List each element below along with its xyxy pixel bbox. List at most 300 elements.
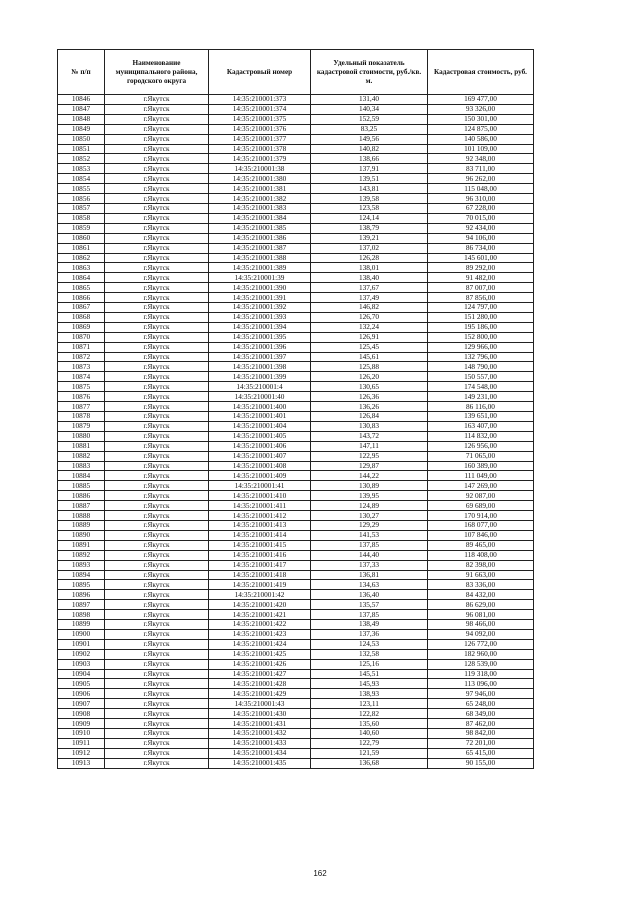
cell-number: 10897 (58, 600, 105, 610)
cell-specific-value: 145,61 (311, 352, 428, 362)
cell-specific-value: 137,02 (311, 243, 428, 253)
cell-cadastral-number: 14:35:210001:397 (209, 352, 311, 362)
cell-cadastral-cost: 87 856,00 (428, 293, 534, 303)
cell-cadastral-cost: 67 228,00 (428, 203, 534, 213)
cell-district: г.Якутск (105, 213, 209, 223)
cell-number: 10862 (58, 253, 105, 263)
cell-cadastral-cost: 87 007,00 (428, 283, 534, 293)
cell-cadastral-number: 14:35:210001:414 (209, 530, 311, 540)
cell-number: 10868 (58, 312, 105, 322)
cell-district: г.Якутск (105, 322, 209, 332)
cell-number: 10910 (58, 729, 105, 739)
cell-specific-value: 122,79 (311, 738, 428, 748)
cell-district: г.Якутск (105, 639, 209, 649)
cell-cadastral-cost: 145 601,00 (428, 253, 534, 263)
cell-number: 10904 (58, 669, 105, 679)
table-row (58, 758, 534, 768)
table-body (58, 95, 534, 769)
cell-specific-value: 143,72 (311, 431, 428, 441)
cell-cadastral-number: 14:35:210001:387 (209, 243, 311, 253)
cell-district: г.Якутск (105, 570, 209, 580)
cell-number: 10886 (58, 491, 105, 501)
cell-cadastral-cost: 129 966,00 (428, 342, 534, 352)
cell-cadastral-cost: 70 015,00 (428, 213, 534, 223)
cell-number: 10853 (58, 164, 105, 174)
cell-cadastral-number: 14:35:210001:385 (209, 223, 311, 233)
cell-cadastral-number: 14:35:210001:400 (209, 402, 311, 412)
cell-number: 10865 (58, 283, 105, 293)
cell-district: г.Якутск (105, 530, 209, 540)
cell-cadastral-cost: 82 398,00 (428, 560, 534, 570)
cell-cadastral-number: 14:35:210001:413 (209, 520, 311, 530)
table-row (58, 332, 534, 342)
table-row (58, 431, 534, 441)
cell-number: 10903 (58, 659, 105, 669)
cell-district: г.Якутск (105, 699, 209, 709)
cell-district: г.Якутск (105, 758, 209, 768)
cell-number: 10851 (58, 144, 105, 154)
cell-specific-value: 138,49 (311, 620, 428, 630)
cell-specific-value: 149,56 (311, 134, 428, 144)
table-row (58, 421, 534, 431)
table-row (58, 322, 534, 332)
table-row (58, 610, 534, 620)
table-row (58, 303, 534, 313)
cell-number: 10901 (58, 639, 105, 649)
cell-cadastral-cost: 126 956,00 (428, 441, 534, 451)
cell-number: 10896 (58, 590, 105, 600)
cell-specific-value: 140,60 (311, 729, 428, 739)
table-row (58, 679, 534, 689)
table-row (58, 481, 534, 491)
cell-district: г.Якутск (105, 689, 209, 699)
table-row (58, 659, 534, 669)
table-row (58, 748, 534, 758)
cell-specific-value: 140,34 (311, 104, 428, 114)
cell-cadastral-number: 14:35:210001:43 (209, 699, 311, 709)
cell-number: 10913 (58, 758, 105, 768)
cell-cadastral-number: 14:35:210001:412 (209, 511, 311, 521)
cell-number: 10889 (58, 520, 105, 530)
cell-cadastral-number: 14:35:210001:396 (209, 342, 311, 352)
cell-cadastral-cost: 91 663,00 (428, 570, 534, 580)
header-cadastral-number: Кадастровый номер (209, 50, 311, 95)
cell-specific-value: 138,01 (311, 263, 428, 273)
cell-district: г.Якутск (105, 283, 209, 293)
cell-cadastral-cost: 92 434,00 (428, 223, 534, 233)
cell-cadastral-number: 14:35:210001:390 (209, 283, 311, 293)
cell-cadastral-number: 14:35:210001:417 (209, 560, 311, 570)
header-district: Наименование муниципального района, городского округа (105, 50, 209, 95)
cell-cadastral-cost: 170 914,00 (428, 511, 534, 521)
cell-specific-value: 137,91 (311, 164, 428, 174)
cell-cadastral-number: 14:35:210001:393 (209, 312, 311, 322)
cell-cadastral-cost: 139 651,00 (428, 412, 534, 422)
cell-district: г.Якутск (105, 194, 209, 204)
cell-number: 10900 (58, 629, 105, 639)
cell-district: г.Якутск (105, 164, 209, 174)
table-row (58, 104, 534, 114)
cell-district: г.Якутск (105, 471, 209, 481)
cell-specific-value: 137,36 (311, 629, 428, 639)
cell-specific-value: 126,20 (311, 372, 428, 382)
table-row (58, 273, 534, 283)
table-row (58, 600, 534, 610)
cell-cadastral-cost: 113 096,00 (428, 679, 534, 689)
cell-cadastral-number: 14:35:210001:395 (209, 332, 311, 342)
cell-cadastral-cost: 91 482,00 (428, 273, 534, 283)
cell-cadastral-cost: 119 318,00 (428, 669, 534, 679)
cell-cadastral-cost: 147 269,00 (428, 481, 534, 491)
cell-specific-value: 125,16 (311, 659, 428, 669)
header-number: № п/п (58, 50, 105, 95)
table-row (58, 372, 534, 382)
cell-number: 10864 (58, 273, 105, 283)
cell-district: г.Якутск (105, 520, 209, 530)
cell-number: 10887 (58, 501, 105, 511)
cell-specific-value: 136,81 (311, 570, 428, 580)
cell-cadastral-cost: 149 231,00 (428, 392, 534, 402)
table-row (58, 590, 534, 600)
cell-cadastral-cost: 92 348,00 (428, 154, 534, 164)
table-row (58, 382, 534, 392)
cell-cadastral-cost: 96 310,00 (428, 194, 534, 204)
table-row (58, 293, 534, 303)
cell-cadastral-cost: 98 842,00 (428, 729, 534, 739)
cell-cadastral-cost: 126 772,00 (428, 639, 534, 649)
cell-cadastral-cost: 182 960,00 (428, 649, 534, 659)
table-row (58, 620, 534, 630)
cell-district: г.Якутск (105, 679, 209, 689)
cell-specific-value: 125,45 (311, 342, 428, 352)
cell-cadastral-cost: 90 155,00 (428, 758, 534, 768)
cell-district: г.Якутск (105, 104, 209, 114)
cell-cadastral-cost: 118 408,00 (428, 550, 534, 560)
table-row (58, 580, 534, 590)
cell-cadastral-number: 14:35:210001:379 (209, 154, 311, 164)
cell-district: г.Якутск (105, 620, 209, 630)
cell-cadastral-number: 14:35:210001:421 (209, 610, 311, 620)
cell-cadastral-number: 14:35:210001:406 (209, 441, 311, 451)
cell-specific-value: 124,14 (311, 213, 428, 223)
cell-district: г.Якутск (105, 184, 209, 194)
cell-specific-value: 136,68 (311, 758, 428, 768)
cell-cadastral-number: 14:35:210001:415 (209, 540, 311, 550)
cell-number: 10902 (58, 649, 105, 659)
cell-cadastral-number: 14:35:210001:394 (209, 322, 311, 332)
cell-number: 10861 (58, 243, 105, 253)
cell-cadastral-number: 14:35:210001:426 (209, 659, 311, 669)
cell-cadastral-number: 14:35:210001:435 (209, 758, 311, 768)
cell-specific-value: 141,53 (311, 530, 428, 540)
cell-cadastral-cost: 195 186,00 (428, 322, 534, 332)
cell-cadastral-number: 14:35:210001:405 (209, 431, 311, 441)
cell-cadastral-number: 14:35:210001:376 (209, 124, 311, 134)
cell-cadastral-cost: 86 734,00 (428, 243, 534, 253)
cell-specific-value: 136,40 (311, 590, 428, 600)
cell-specific-value: 83,25 (311, 124, 428, 134)
table-row (58, 263, 534, 273)
cell-district: г.Якутск (105, 629, 209, 639)
cell-specific-value: 126,84 (311, 412, 428, 422)
cell-district: г.Якутск (105, 402, 209, 412)
table-row (58, 184, 534, 194)
cell-specific-value: 122,82 (311, 709, 428, 719)
cell-district: г.Якутск (105, 124, 209, 134)
cell-number: 10908 (58, 709, 105, 719)
cell-specific-value: 135,60 (311, 719, 428, 729)
cell-specific-value: 125,88 (311, 362, 428, 372)
table-row (58, 114, 534, 124)
cell-district: г.Якутск (105, 550, 209, 560)
cell-specific-value: 126,28 (311, 253, 428, 263)
cell-specific-value: 144,40 (311, 550, 428, 560)
cell-number: 10890 (58, 530, 105, 540)
cell-district: г.Якутск (105, 134, 209, 144)
cell-number: 10873 (58, 362, 105, 372)
cell-cadastral-number: 14:35:210001:420 (209, 600, 311, 610)
table-row (58, 392, 534, 402)
cell-number: 10878 (58, 412, 105, 422)
cell-specific-value: 145,93 (311, 679, 428, 689)
cell-specific-value: 146,82 (311, 303, 428, 313)
cell-cadastral-cost: 111 049,00 (428, 471, 534, 481)
table-row (58, 243, 534, 253)
cell-cadastral-cost: 174 548,00 (428, 382, 534, 392)
cell-specific-value: 140,82 (311, 144, 428, 154)
cell-district: г.Якутск (105, 431, 209, 441)
cell-cadastral-cost: 87 462,00 (428, 719, 534, 729)
table-row (58, 471, 534, 481)
table-row (58, 402, 534, 412)
cell-district: г.Якутск (105, 491, 209, 501)
cell-district: г.Якутск (105, 451, 209, 461)
table-row (58, 203, 534, 213)
cell-district: г.Якутск (105, 223, 209, 233)
cell-cadastral-cost: 150 301,00 (428, 114, 534, 124)
table-row (58, 669, 534, 679)
cell-cadastral-number: 14:35:210001:409 (209, 471, 311, 481)
cell-specific-value: 126,36 (311, 392, 428, 402)
cell-district: г.Якутск (105, 263, 209, 273)
cell-district: г.Якутск (105, 203, 209, 213)
cell-number: 10858 (58, 213, 105, 223)
table-row (58, 283, 534, 293)
table-row (58, 144, 534, 154)
cell-number: 10891 (58, 540, 105, 550)
table-row (58, 639, 534, 649)
cell-cadastral-number: 14:35:210001:381 (209, 184, 311, 194)
cell-specific-value: 124,89 (311, 501, 428, 511)
cell-number: 10872 (58, 352, 105, 362)
cell-cadastral-number: 14:35:210001:380 (209, 174, 311, 184)
cell-specific-value: 121,59 (311, 748, 428, 758)
cell-cadastral-cost: 98 466,00 (428, 620, 534, 630)
cell-cadastral-number: 14:35:210001:398 (209, 362, 311, 372)
cell-district: г.Якутск (105, 560, 209, 570)
cell-cadastral-cost: 71 065,00 (428, 451, 534, 461)
cell-district: г.Якутск (105, 501, 209, 511)
cell-number: 10863 (58, 263, 105, 273)
cell-cadastral-cost: 86 116,00 (428, 402, 534, 412)
cell-district: г.Якутск (105, 382, 209, 392)
cell-number: 10869 (58, 322, 105, 332)
cell-district: г.Якутск (105, 580, 209, 590)
cell-cadastral-number: 14:35:210001:386 (209, 233, 311, 243)
cell-cadastral-cost: 160 389,00 (428, 461, 534, 471)
cell-cadastral-number: 14:35:210001:373 (209, 95, 311, 105)
cell-district: г.Якутск (105, 293, 209, 303)
cell-cadastral-number: 14:35:210001:425 (209, 649, 311, 659)
cell-district: г.Якутск (105, 421, 209, 431)
cell-cadastral-number: 14:35:210001:391 (209, 293, 311, 303)
cell-district: г.Якутск (105, 719, 209, 729)
cell-specific-value: 136,26 (311, 402, 428, 412)
cell-number: 10876 (58, 392, 105, 402)
cell-district: г.Якутск (105, 590, 209, 600)
cell-cadastral-cost: 124 797,00 (428, 303, 534, 313)
cell-district: г.Якутск (105, 114, 209, 124)
cell-number: 10875 (58, 382, 105, 392)
cell-cadastral-cost: 107 846,00 (428, 530, 534, 540)
cell-number: 10870 (58, 332, 105, 342)
cell-cadastral-number: 14:35:210001:424 (209, 639, 311, 649)
cell-specific-value: 138,93 (311, 689, 428, 699)
cell-number: 10885 (58, 481, 105, 491)
cell-cadastral-number: 14:35:210001:418 (209, 570, 311, 580)
table-row (58, 352, 534, 362)
cell-number: 10855 (58, 184, 105, 194)
cell-specific-value: 139,21 (311, 233, 428, 243)
cell-district: г.Якутск (105, 253, 209, 263)
cell-cadastral-number: 14:35:210001:382 (209, 194, 311, 204)
cell-cadastral-number: 14:35:210001:427 (209, 669, 311, 679)
cell-specific-value: 143,81 (311, 184, 428, 194)
cell-specific-value: 122,95 (311, 451, 428, 461)
cell-specific-value: 126,70 (311, 312, 428, 322)
cell-number: 10850 (58, 134, 105, 144)
cell-cadastral-number: 14:35:210001:374 (209, 104, 311, 114)
table-row (58, 719, 534, 729)
cell-cadastral-cost: 169 477,00 (428, 95, 534, 105)
cell-cadastral-cost: 140 586,00 (428, 134, 534, 144)
cell-number: 10883 (58, 461, 105, 471)
table-row (58, 223, 534, 233)
cell-number: 10856 (58, 194, 105, 204)
table-row (58, 451, 534, 461)
cell-number: 10854 (58, 174, 105, 184)
cell-specific-value: 138,40 (311, 273, 428, 283)
cell-cadastral-number: 14:35:210001:389 (209, 263, 311, 273)
table-row (58, 342, 534, 352)
table-row (58, 95, 534, 105)
cell-cadastral-number: 14:35:210001:401 (209, 412, 311, 422)
cell-cadastral-cost: 168 077,00 (428, 520, 534, 530)
cell-cadastral-number: 14:35:210001:384 (209, 213, 311, 223)
cell-cadastral-number: 14:35:210001:392 (209, 303, 311, 313)
cell-specific-value: 139,95 (311, 491, 428, 501)
cell-number: 10898 (58, 610, 105, 620)
cell-district: г.Якутск (105, 481, 209, 491)
cell-cadastral-cost: 83 711,00 (428, 164, 534, 174)
cell-number: 10909 (58, 719, 105, 729)
cell-district: г.Якутск (105, 352, 209, 362)
cell-number: 10852 (58, 154, 105, 164)
cell-cadastral-cost: 68 349,00 (428, 709, 534, 719)
cell-number: 10866 (58, 293, 105, 303)
cell-specific-value: 130,27 (311, 511, 428, 521)
cell-number: 10848 (58, 114, 105, 124)
cell-specific-value: 138,66 (311, 154, 428, 164)
cell-cadastral-number: 14:35:210001:388 (209, 253, 311, 263)
table-row (58, 729, 534, 739)
table-row (58, 213, 534, 223)
table-row (58, 362, 534, 372)
cell-number: 10892 (58, 550, 105, 560)
cell-number: 10877 (58, 402, 105, 412)
cell-district: г.Якутск (105, 610, 209, 620)
table-row (58, 530, 534, 540)
cell-cadastral-cost: 89 292,00 (428, 263, 534, 273)
cell-specific-value: 137,85 (311, 540, 428, 550)
cell-cadastral-number: 14:35:210001:431 (209, 719, 311, 729)
cell-specific-value: 137,33 (311, 560, 428, 570)
table-row (58, 253, 534, 263)
cell-cadastral-number: 14:35:210001:410 (209, 491, 311, 501)
table-row (58, 461, 534, 471)
table-row (58, 194, 534, 204)
table-row (58, 501, 534, 511)
cell-district: г.Якутск (105, 461, 209, 471)
cell-cadastral-cost: 96 081,00 (428, 610, 534, 620)
cell-specific-value: 130,65 (311, 382, 428, 392)
cell-cadastral-number: 14:35:210001:375 (209, 114, 311, 124)
cell-specific-value: 124,53 (311, 639, 428, 649)
cell-cadastral-cost: 65 415,00 (428, 748, 534, 758)
cell-cadastral-cost: 114 832,00 (428, 431, 534, 441)
cell-specific-value: 129,29 (311, 520, 428, 530)
header-specific-value: Удельный показатель кадастровой стоимости, руб./кв. м. (311, 50, 428, 95)
cell-cadastral-number: 14:35:210001:433 (209, 738, 311, 748)
cell-cadastral-cost: 148 790,00 (428, 362, 534, 372)
table-row (58, 649, 534, 659)
cell-cadastral-cost: 94 092,00 (428, 629, 534, 639)
cell-district: г.Якутск (105, 729, 209, 739)
cell-cadastral-cost: 151 280,00 (428, 312, 534, 322)
cell-number: 10906 (58, 689, 105, 699)
cell-specific-value: 132,58 (311, 649, 428, 659)
cell-district: г.Якутск (105, 332, 209, 342)
cell-specific-value: 132,24 (311, 322, 428, 332)
cell-cadastral-number: 14:35:210001:423 (209, 629, 311, 639)
cell-number: 10874 (58, 372, 105, 382)
cell-cadastral-cost: 84 432,00 (428, 590, 534, 600)
cell-specific-value: 123,58 (311, 203, 428, 213)
cell-cadastral-cost: 115 048,00 (428, 184, 534, 194)
table-row (58, 154, 534, 164)
cell-district: г.Якутск (105, 233, 209, 243)
cell-cadastral-number: 14:35:210001:408 (209, 461, 311, 471)
cell-cadastral-number: 14:35:210001:407 (209, 451, 311, 461)
cell-district: г.Якутск (105, 738, 209, 748)
table-row (58, 570, 534, 580)
cell-specific-value: 139,58 (311, 194, 428, 204)
table-row (58, 164, 534, 174)
cell-cadastral-number: 14:35:210001:40 (209, 392, 311, 402)
cell-specific-value: 137,67 (311, 283, 428, 293)
cell-cadastral-cost: 132 796,00 (428, 352, 534, 362)
cell-number: 10847 (58, 104, 105, 114)
